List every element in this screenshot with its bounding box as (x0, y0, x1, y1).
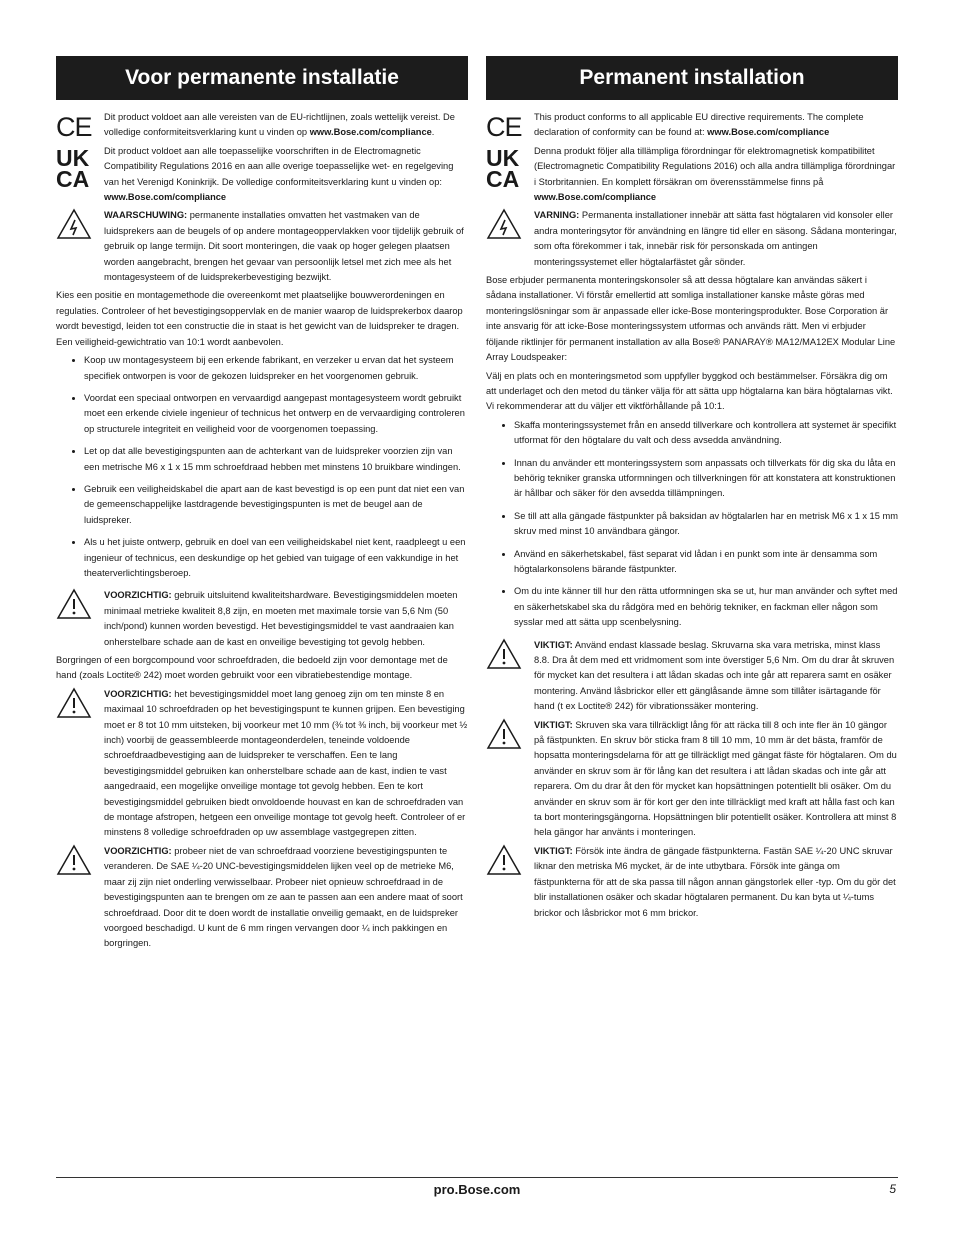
list-item: • Als u het juiste ontwerp, gebruik en doel van een veiligheidskabel niet kent, raadpleegt u een ingenieur of technicus, een deskundige op het gebied van tuigage of een vakkundige in het theaterverlichtingsberoep. (84, 535, 468, 581)
warning-block: VARNING: Permanenta installationer innebär att sätta fast högtalaren vid konsoler eller andra monteringsytor för användning en längre tid eller en säsong. Sådana monteringar, som ofta förekommer i tak, innebär risk för personskada om antingen monteringssystemet eller högtalarfästet går sönder. (486, 208, 898, 273)
list-item: • Använd en säkerhetskabel, fäst separat vid lådan i en punkt som inte är densamma som högtalarkonsolens bärande fästpunkter. (514, 547, 898, 578)
list-item: • Se till att alla gängade fästpunkter på baksidan av högtalarlen har en metrisk M6 x 1 x 15 mm skruv med minst 10 användbara gängor. (514, 509, 898, 540)
caution-triangle-icon (486, 638, 534, 718)
lockwasher-paragraph: Borgringen of een borgcompound voor schroefdraden, die bedoeld zijn voor demontage met de hand (zoals Loctite® 242) moet worden gebruikt voor een vibratiebestendige montage. (56, 655, 448, 681)
footer-divider (56, 1177, 898, 1178)
column-dutch (56, 56, 468, 955)
caution-triangle-icon (486, 718, 534, 844)
caution-triangle-icon (56, 588, 104, 653)
ukca-mark-icon: UK CA (56, 145, 90, 192)
caution-triangle-icon (486, 844, 534, 924)
caution-block: VOORZICHTIG: gebruik uitsluitend kwaliteitshardware. Bevestigingsmiddelen moeten minimaal metrieke kwaliteit 8,8 zijn, en moeten met maximale torsie van 5,6 Nm (50 inch/pond) kunnen worden bevestigd. Het bevestigingsmiddel te vast aandraaien kan onherstelbare schade aan de kast en onveilige bevestiging tot gevolg hebben. (56, 588, 468, 653)
column-swedish (486, 56, 898, 924)
list-item: • Koop uw montagesysteem bij een erkende fabrikant, en verzeker u ervan dat het systeem specifiek ontworpen is voor de gekozen luidspreker en het voorgenomen gebruik. (84, 353, 468, 384)
warning-block: WAARSCHUWING: permanente installaties omvatten het vastmaken van de luidsprekers aan de beugels of op andere montageoppervlakken voor tijdelijk gebruik of gebruik op lange termijn. Dit soort monteringen, die vaak op hoger gelegen plaatsen worden aangebracht, brengen het gevaar van persoonlijk letsel met zich mee als het montagesysteem of de luidsprekerbevestiging bezwijkt. (56, 208, 468, 288)
footer-url[interactable]: pro.Bose.com (433, 1182, 521, 1197)
compliance-link[interactable]: www.Bose.com/compliance (104, 192, 227, 203)
intro-paragraph: Bose erbjuder permanenta monteringskonsoler så att dessa högtalare kan användas säkert i sådana installationer. Vi förstår emellertid att somliga installationer kanske måste göras med monteringslösningar som är anpassade eller icke-Bose monteringsprodukter. Bose Corporation är inte ansvarig för att icke-Bose monteringssystem utformas och används rätt. Men vi erbjuder följande riktlinjer för permanent installation av alla Bose® PANARAY® MA12/MA12EX Modular Line Array Loudspeaker: (486, 275, 896, 363)
section-title: Permanent installation (486, 56, 898, 100)
caution-block: VOORZICHTIG: probeer niet de van schroefdraad voorziene bevestigingspunten te veranderen. De SAE ¼-20 UNC-bevestigingsmiddelen lijken veel op de metrieke M6, maar zij zijn niet onderling verwisselbaar. Probeer niet opnieuw schroefdraad in de bevestigingspunten aan te brengen om ze aan te passen aan een andere maat of soort schroefdraad. Door dit te doen wordt de installatie onveilig gemaakt, en de luidspreker voorgoed beschadigd. U kunt de 6 mm ringen vervangen door ¼ inch pakkingen en borgringen. (56, 844, 468, 955)
important-block: VIKTIGT: Försök inte ändra de gängade fästpunkterna. Fastän SAE ¼-20 UNC skruvar liknar den metriska M6 mycket, är de inte utbytbara. Försök inte gänga om fästpunkterna för att de ska passa till någon annan gängstorlek eller -typ. Om du gör det blir installationen osäker och skadar högtalaren permanent. Du kan byta ut ¼-tums brickor och låsbrickor mot 6 mm brickor. (486, 844, 898, 924)
list-item: • Om du inte känner till hur den rätta utformningen ska se ut, hur man använder och syftet med en säkerhetskabel ska du rådgöra med en behörig tekniker, en fackman eller någon som sysslar med att sätta upp scenbelysning. (514, 584, 898, 630)
compliance-block: CE UK CA Dit product voldoet aan alle vereisten van de EU-richtlijnen, zoals wettelijk vereist. De volledige conformiteitsverklaring kunt u vinden op www.Bose.com/compliance. Dit product voldoet aan alle toepasselijke voorschriften in de Electromagnetic Compatibility Regulations 2016 en aan alle overige toepasselijke wet- en regelgeving van het Verenigd Koninkrijk. De volledige conformiteitsverklaring kunt u vinden op: www.Bose.com/compliance (56, 112, 455, 203)
guideline-list (486, 418, 898, 631)
compliance-link[interactable]: www.Bose.com/compliance (309, 127, 432, 138)
intro-paragraph: Kies een positie en montagemethode die overeenkomt met plaatselijke bouwverordeningen en regulaties. Controleer of het bevestigingsoppervlak en de manier waarop de luidsprekerbox daarop wordt bevestigd, leiden tot een constructie die in staat is het gewicht van de luidspreker te dragen. Een veiligheid-gewichtratio van 10:1 wordt aanbevolen. (56, 290, 463, 347)
section-title: Voor permanente installatie (56, 56, 468, 100)
guideline-list (56, 353, 468, 581)
compliance-link[interactable]: www.Bose.com/compliance (534, 192, 657, 203)
intro-paragraph: Välj en plats och en monteringsmetod som uppfyller byggkod och bestämmelser. Försäkra dig om att underlaget och den metod du tänker välja för att sätta upp högtalarna kan bära högtalarnas vikt. Vi rekommenderar att du väljer ett viktförhållande på 10:1. (486, 370, 893, 412)
list-item: • Gebruik een veiligheidskabel die apart aan de kast bevestigd is op een punt dat niet een van de gemeenschappelijke lastdragende bevestigingspunten is met de beugel aan de luidspreker. (84, 482, 468, 528)
compliance-block: CE UK CA This product conforms to all applicable EU directive requirements. The complete declaration of conformity can be found at: www.Bose.com/compliance Denna produkt följer alla tillämpliga förordningar för elektromagnetisk kompatibilitet (Electromagnetic Compatibility Regulations 2016) och alla andra tillämpliga förordningar i Storbritannien. En komplett försäkran om överensstämmelse finns på www.Bose.com/compliance (486, 112, 896, 203)
ce-mark-icon: CE (56, 112, 92, 142)
caution-block: VOORZICHTIG: het bevestigingsmiddel moet lang genoeg zijn om ten minste 8 en maximaal 10 schroefdraden op het bevestigingspunt te kunnen grijpen. Een bevestiging moet er 8 tot 10 mm uitsteken, bij voorkeur met 10 mm (⅜ tot ⅜ inch, bij voorkeur met ½ inch) voorbij de geassembleerde montageonderdelen, teneinde voldoende schroefdraadbevestiging aan de luidspreker te verschaffen. Een te lang bevestigingsmiddel gebruiken kan onherstelbare schade aan de kast, indien te vast aangedraaid, een mogelijke onveilige montage tot gevolg hebben. Een te kort bevestigingsmiddel gebruiken biedt onvoldoende houvast en kan de schroefdraden van de montage afstropen, hetgeen een onveilige montage tot gevolg heeft. Controleer of er minstens 8 volledige schroefdraden op uw assemblage vastgegrepen zitten. (56, 687, 468, 844)
compliance-link[interactable]: www.Bose.com/compliance (707, 127, 830, 138)
list-item: • Skaffa monteringssystemet från en ansedd tillverkare och kontrollera att systemet är specifikt utformat för den högtalare du valt och dess avsedda användning. (514, 418, 898, 449)
caution-triangle-icon (56, 687, 104, 844)
caution-triangle-icon (56, 844, 104, 955)
page-number: 5 (889, 1182, 896, 1196)
ukca-mark-icon: UK CA (486, 145, 520, 192)
list-item: • Let op dat alle bevestigingspunten aan de achterkant van de luidspreker voorzien zijn van een metrische M6 x 1 x 15 mm schroefdraad hebben met minstens 10 bruikbare windingen. (84, 444, 468, 475)
important-block: VIKTIGT: Skruven ska vara tillräckligt lång för att räcka till 8 och inte fler än 10 gängor på fästpunkten. En skruv bör sticka fram 8 till 10 mm, 10 mm är det bästa, framför de hopsatta monteringsdelarna för att ge tillräckligt med gängat fäste för högtalaren. Om du använder en skruv som är för lång kan det resultera i att lådan skadas och inte går att reparera. Om du drar åt den för mycket kan hopsättningen potentiellt bli osäker. Om du använder en skruv som är för kort ger den inte tillräckligt med kraft att hålla fast och kan ta bort monteringsgängorna. Hopsättningen blir potentiellt osäker. Kontrollera att minst 8 hela gängor har använts i monteringen. (486, 718, 898, 844)
electric-warning-icon (56, 208, 104, 288)
list-item: • Voordat een speciaal ontworpen en vervaardigd aangepast montagesysteem wordt gebruikt moet een erkende civiele ingenieur of technicus het ontwerp en de vervaardiging controleren op structurele integriteit en veiligheid voor de voorgenomen toepassing. (84, 391, 468, 437)
important-block: VIKTIGT: Använd endast klassade beslag. Skruvarna ska vara metriska, minst klass 8.8. Dra åt dem med ett vridmoment som inte överstiger 5,6 Nm. Om du drar åt skruven för mycket kan det resultera i att lådan skadas och inte går att reparera samt en osäker montering. Använd låsbrickor eller ett gänglåsande ämne som tillåter isärtagande för hand (t ex Loctite® 242) för vibrationssäker montering. (486, 638, 898, 718)
electric-warning-icon (486, 208, 534, 273)
list-item: • Innan du använder ett monteringssystem som anpassats och tillverkats för dig ska du låta en behörig tekniker granska utformningen och tillverkningen för att konstatera att konstruktionen är hållbar och säker för den avsedda tillämpningen. (514, 456, 898, 502)
ce-mark-icon: CE (486, 112, 522, 142)
